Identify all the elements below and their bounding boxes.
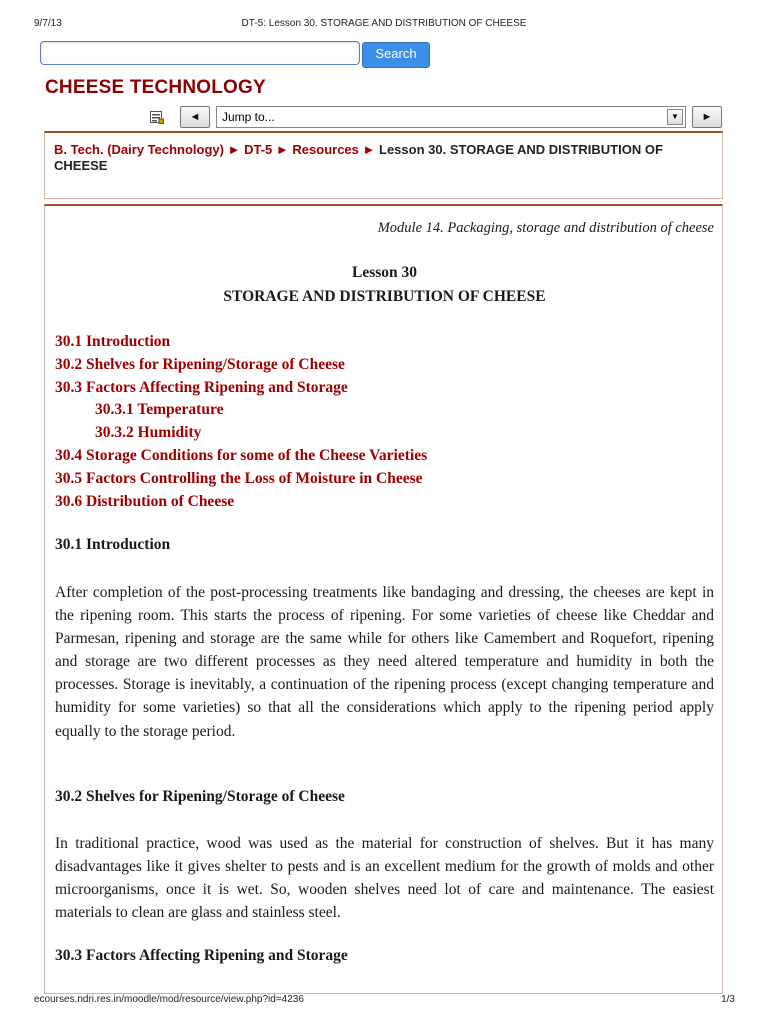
toc-link-distribution[interactable]: 30.6 Distribution of Cheese <box>55 492 235 510</box>
table-of-contents <box>55 331 427 513</box>
toc-link-factors[interactable]: 30.3 Factors Affecting Ripening and Storage <box>55 378 348 396</box>
shelves-paragraph: In traditional practice, wood was used as the material for construction of shelves. But it has many disadvantages like it gives shelter to pests and is an excellent medium for the growth of molds and other microorganisms, once it is wet. So, wooden shelves need lot of care and maintenance. The easiest materials to clean are glass and stainless steel. <box>55 835 714 922</box>
jump-to-select[interactable] <box>216 106 686 128</box>
breadcrumb-link-resources[interactable]: Resources <box>292 142 359 157</box>
navigation-bar <box>0 105 768 129</box>
print-page-title: DT-5: Lesson 30. STORAGE AND DISTRIBUTION OF CHEESE <box>241 18 527 29</box>
lesson-title: STORAGE AND DISTRIBUTION OF CHEESE <box>223 288 546 305</box>
print-header <box>0 18 768 32</box>
jump-to-label: Jump to... <box>222 110 275 124</box>
toc-link-introduction[interactable]: 30.1 Introduction <box>55 333 171 350</box>
print-page-number: 1/3 <box>721 994 735 1005</box>
toc-link-temperature[interactable]: 30.3.1 Temperature <box>95 401 224 419</box>
introduction-paragraph: After completion of the post-processing treatments like bandaging and dressing, the cheeses are kept in the ripening room. This starts the process of ripening. For some varieties of cheese like Cheddar and Parmesan, ripening and storage are the same while for others like Camembert and Roquefort, ripening and storage are two different processes as they need altered temperature and humidity in both the processes. Storage is inevitably, a continuation of the ripening process (except changing temperature and humidity for some varieties) so that all the considerations which apply to the ripening period apply equally to the storage period. <box>55 584 714 740</box>
chevron-down-icon[interactable]: ▼ <box>667 109 683 125</box>
breadcrumb-link-course[interactable]: B. Tech. (Dairy Technology) <box>54 142 224 157</box>
section-heading-introduction: 30.1 Introduction <box>55 536 171 553</box>
breadcrumb-separator-icon: ► <box>227 142 241 157</box>
print-url: ecourses.ndri.res.in/moodle/mod/resource/view.php?id=4236 <box>34 994 304 1005</box>
breadcrumb-panel <box>44 131 723 199</box>
toc-link-shelves[interactable]: 30.2 Shelves for Ripening/Storage of Cheese <box>55 355 345 373</box>
search-input[interactable] <box>40 41 360 65</box>
module-title: Module 14. Packaging, storage and distribution of cheese <box>377 220 714 236</box>
previous-button[interactable] <box>180 106 210 128</box>
breadcrumb-separator-icon: ► <box>362 142 376 157</box>
resource-list-icon[interactable] <box>150 111 164 124</box>
toc-link-moisture-loss[interactable]: 30.5 Factors Controlling the Loss of Moisture in Cheese <box>55 469 423 487</box>
lesson-number: Lesson 30 <box>351 264 418 281</box>
section-heading-shelves: 30.2 Shelves for Ripening/Storage of Cheese <box>55 788 345 805</box>
breadcrumb <box>54 142 714 174</box>
toc-link-storage-conditions[interactable]: 30.4 Storage Conditions for some of the Cheese Varieties <box>55 446 428 464</box>
previous-arrow-icon: ◄ <box>189 111 201 123</box>
print-footer <box>0 994 768 1008</box>
breadcrumb-link-dt5[interactable]: DT-5 <box>244 142 273 157</box>
breadcrumb-separator-icon: ► <box>275 142 289 157</box>
breadcrumb-current: Lesson 30. STORAGE AND DISTRIBUTION OF CHEESE <box>54 142 663 173</box>
search-button[interactable]: Search <box>362 42 430 68</box>
section-heading-factors: 30.3 Factors Affecting Ripening and Storage <box>55 947 348 964</box>
next-button[interactable] <box>692 106 722 128</box>
lesson-content <box>44 204 723 994</box>
next-arrow-icon: ► <box>701 111 713 123</box>
print-date: 9/7/13 <box>34 18 62 29</box>
site-title: CHEESE TECHNOLOGY <box>45 77 266 98</box>
toc-link-humidity[interactable]: 30.3.2 Humidity <box>95 424 202 442</box>
